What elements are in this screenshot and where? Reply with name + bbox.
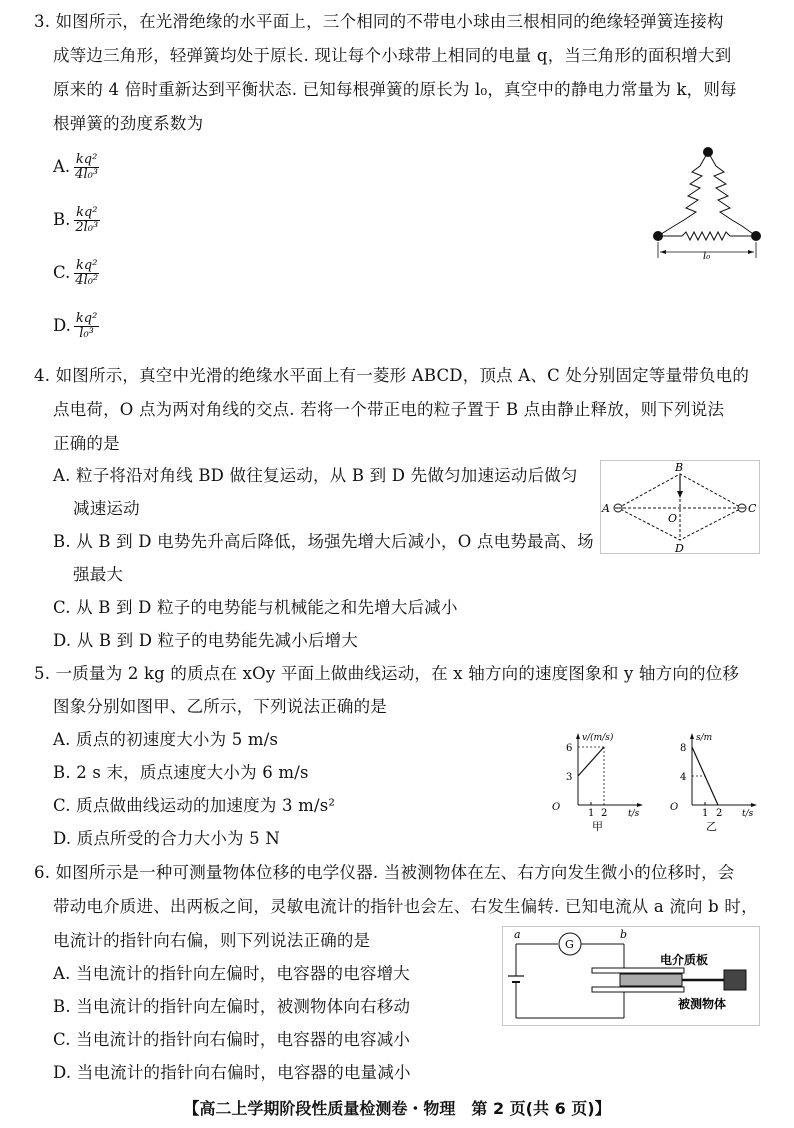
dielectric-label: 电介质板 [660,953,709,967]
yi-caption: 乙 [706,820,717,833]
q3-option-c[interactable]: C. $\frac{\text{kq²}}{\text{4l₀²}}$ [53,258,99,288]
yi-ytick-4: 4 [680,772,687,783]
length-label: l₀ [703,251,711,262]
q4-option-a-cont: 减速运动 [73,499,140,518]
yi-ytick-8: 8 [680,743,687,754]
capacitor-top-plate [592,968,684,973]
measured-object [724,970,746,990]
yi-origin: O [670,802,679,813]
yi-ylabel: s/m [696,733,713,743]
q6-option-b[interactable]: B. 当电流计的指针向左偏时，被测物体向右移动 [53,997,411,1016]
jia-ytick-3: 3 [566,772,573,783]
q6-option-c[interactable]: C. 当电流计的指针向右偏时，电容器的电容减小 [53,1030,411,1049]
q3-line-3: 原来的 4 倍时重新达到平衡状态. 已知每根弹簧的原长为 l₀，真空中的静电力常量为 k，则每 [53,80,737,99]
label-b: B [675,461,684,474]
q4-option-b[interactable]: B. 从 B 到 D 电势先升高后降低，场强先增大后减小，O 点电势最高、场 [53,532,594,551]
q5-option-b[interactable]: B. 2 s 末，质点速度大小为 6 m/s [53,763,309,782]
graph-yi [666,730,766,838]
q4-option-b-cont: 强最大 [73,565,124,584]
q3-line-4: 根弹簧的劲度系数为 [53,114,204,133]
q5-option-c[interactable]: C. 质点做曲线运动的加速度为 3 m/s² [53,796,336,815]
q6-option-a[interactable]: A. 当电流计的指针向左偏时，电容器的电容增大 [53,964,411,983]
q5-line-2: 图象分别如图甲、乙所示，下列说法正确的是 [53,697,387,716]
spring-triangle-svg [648,142,768,262]
jia-ytick-6: 6 [566,743,573,754]
spring-right [708,152,756,236]
label-o: O [668,512,678,525]
q3-line-2: 成等边三角形，轻弹簧均处于原长. 现让每个小球带上相同的电量 q，当三角形的面积增大到 [53,46,732,65]
q3-option-d[interactable]: D. $\frac{\text{kq²}}{\text{l₀³}}$ [53,311,98,341]
spring-bottom [658,232,756,240]
q4-option-a[interactable]: A. 粒子将沿对角线 BD 做往复运动，从 B 到 D 先做匀加速运动后做匀 [53,466,578,485]
q6-line-3: 电流计的指针向右偏，则下列说法正确的是 [53,931,371,950]
spring-left [658,152,708,236]
jia-origin: O [552,802,561,813]
q5-option-a[interactable]: A. 质点的初速度大小为 5 m/s [53,730,279,749]
label-a: A [602,502,610,515]
q3-option-b[interactable]: B. $\frac{\text{kq²}}{\text{2l₀³}}$ [53,205,99,235]
q4-option-c[interactable]: C. 从 B 到 D 粒子的电势能与机械能之和先增大后减小 [53,598,458,617]
dielectric-slab [620,974,682,986]
q5-option-d[interactable]: D. 质点所受的合力大小为 5 N [53,829,280,848]
page-footer: 【高二上学期阶段性质量检测卷・物理 第 2 页(共 6 页)】 [183,1099,611,1118]
graph-yi-svg [666,730,766,834]
capacitor-circuit-svg [502,926,760,1026]
yi-xlabel: t/s [742,809,754,819]
capacitor-circuit-figure [502,926,760,1030]
q3-option-a[interactable]: A. $\frac{\text{kq²}}{\text{4l₀³}}$ [53,152,99,182]
label-d: D [675,542,684,554]
galvanometer-label: G [565,938,574,951]
q6-option-d[interactable]: D. 当电流计的指针向右偏时，电容器的电量减小 [53,1063,411,1082]
motion-arrow [677,491,683,498]
jia-xlabel: t/s [628,809,640,819]
jia-ylabel: v/(m/s) [582,733,614,743]
q4-line-3: 正确的是 [53,434,120,453]
q4-option-d[interactable]: D. 从 B 到 D 粒子的电势能先减小后增大 [53,631,359,650]
yi-xtick-1: 1 [702,808,709,819]
yi-xtick-2: 2 [716,808,723,819]
label-c: C [748,502,757,515]
jia-xtick-1: 1 [588,808,595,819]
q3-line-1: 3. 如图所示，在光滑绝缘的水平面上，三个相同的不带电小球由三根相同的绝缘轻弹簧连接构 [34,12,724,31]
q5-line-1: 5. 一质量为 2 kg 的质点在 xOy 平面上做曲线运动，在 x 轴方向的速度图象和 y 轴方向的位移 [34,664,740,683]
rhombus-svg [600,460,760,554]
q6-line-2: 带动电介质进、出两板之间，灵敏电流计的指针也会左、右发生偏转. 已知电流从 a 流向 b 时， [53,897,758,916]
jia-xtick-2: 2 [601,808,608,819]
capacitor-bottom-plate [592,987,684,992]
ball-top [703,147,713,157]
rhombus-figure [600,460,760,558]
label-a-terminal: a [514,928,521,941]
velocity-line [578,747,604,776]
q6-line-1: 6. 如图所示是一种可测量物体位移的电学仪器. 当被测物体在左、右方向发生微小的位移时，会 [34,863,735,882]
graph-jia [548,730,648,838]
ball-right [751,231,761,241]
jia-caption: 甲 [592,820,603,833]
graph-jia-svg [548,730,648,834]
label-b-terminal: b [620,928,628,941]
q4-line-1: 4. 如图所示，真空中光滑的绝缘水平面上有一菱形 ABCD，顶点 A、C 处分别固定等量带负电的 [34,366,750,385]
spring-triangle-figure [648,142,768,266]
q4-line-2: 点电荷，O 点为两对角线的交点. 若将一个带正电的粒子置于 B 点由静止释放，则下列说法 [53,400,725,419]
object-label: 被测物体 [678,997,727,1011]
ball-left [653,231,663,241]
